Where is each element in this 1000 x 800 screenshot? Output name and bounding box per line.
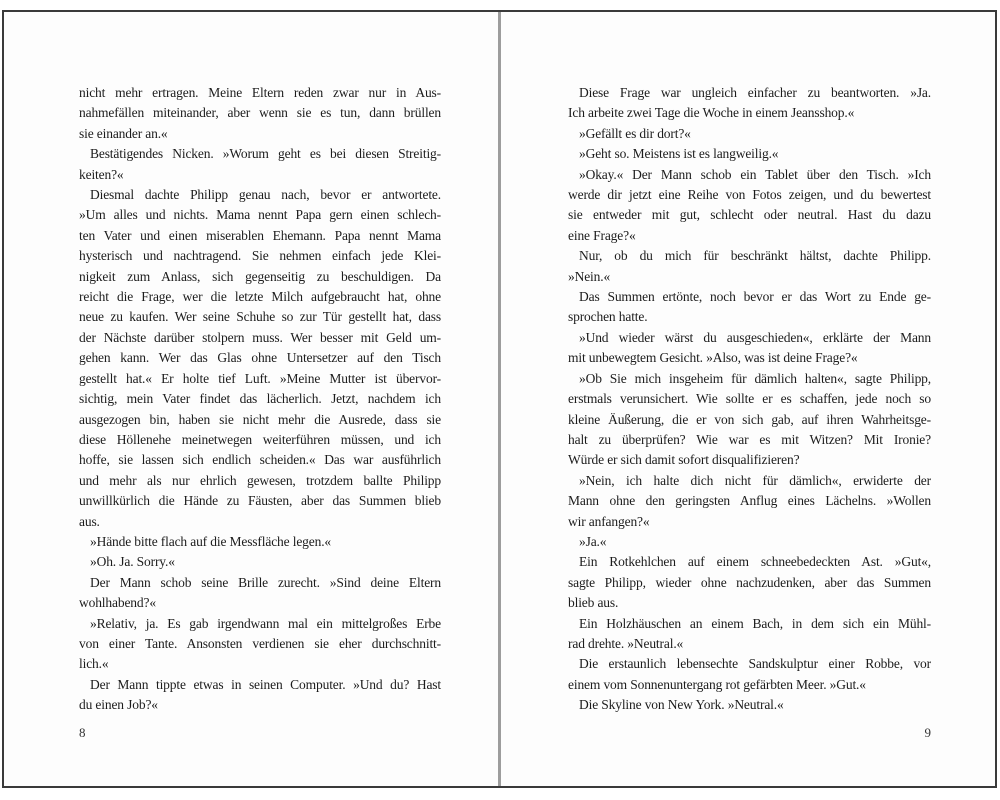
text-line: Bestätigendes Nicken. »Worum geht es bei diesen Streitig- xyxy=(90,146,441,162)
text-line: mit unbewegtem Gesicht. »Also, was ist deine Frage?« xyxy=(568,350,858,366)
text-line: gehen kann. Wer das Glas ohne Untersetzer auf den Tisch xyxy=(79,350,441,366)
text-line: erstmals verunsichert. Wie sollte er es schaffen, jede noch so xyxy=(568,391,931,407)
text-line: Ein Holzhäuschen an einem Bach, in dem sich ein Mühl- xyxy=(579,615,931,631)
text-line: »Relativ, ja. Es gab irgendwann mal ein mittelgroßes Erbe xyxy=(90,615,441,631)
text-line: Mann ohne den geringsten Anflug eines Lächelns. »Wollen xyxy=(568,493,931,509)
text-line: reicht die Frage, wer die letzte Milch aufgebraucht hat, ohne xyxy=(79,289,441,305)
text-line: Ein Rotkehlchen auf einem schneebedeckten Ast. »Gut«, xyxy=(579,554,931,570)
text-line: »Oh. Ja. Sorry.« xyxy=(90,554,175,570)
text-line: aus. xyxy=(79,513,100,529)
page-right[interactable] xyxy=(505,24,999,773)
text-line: lich.« xyxy=(79,656,109,672)
page-number-left: 8 xyxy=(79,725,86,740)
text-line: sprochen hatte. xyxy=(568,309,648,325)
text-line: hysterisch und nachtragend. Sie nehmen einfach jede Klei- xyxy=(79,248,441,264)
page-left-text xyxy=(79,83,441,716)
text-line: »Und wieder wärst du ausgeschieden«, erklärte der Mann xyxy=(579,329,931,345)
text-line: »Gefällt es dir dort?« xyxy=(579,125,691,141)
text-line: wir anfangen?« xyxy=(568,513,650,529)
text-line: »Okay.« Der Mann schob ein Tablet über den Tisch. »Ich xyxy=(579,166,931,182)
text-line: »Nein, ich halte dich nicht für dämlich«, erwiderte der xyxy=(579,472,931,488)
page-left[interactable] xyxy=(8,24,502,773)
text-line: und mehr als nur ehrlich gewesen, trotzdem ballte Philipp xyxy=(79,472,441,488)
text-line: »Ja.« xyxy=(579,533,607,549)
text-line: Diese Frage war ungleich einfacher zu beantworten. »Ja. xyxy=(579,85,931,100)
text-line: neue zu kaufen. Wer seine Schuhe so zur Tür gestellt hat, dass xyxy=(79,309,441,325)
text-line: Nur, ob du mich für beschränkt hältst, dachte Philipp. xyxy=(579,248,931,264)
text-line: ausgezogen bin, haben sie nicht mehr die Ausrede, dass sie xyxy=(79,411,441,427)
text-line: nicht mehr ertragen. Meine Eltern reden zwar nur in Aus- xyxy=(79,85,441,100)
text-line: »Hände bitte flach auf die Messfläche legen.« xyxy=(90,533,332,549)
text-line: du einen Job?« xyxy=(79,697,158,713)
text-line: »Geht so. Meistens ist es langweilig.« xyxy=(579,146,779,162)
text-line: »Ob Sie mich insgeheim für dämlich halten«, sagte Philipp, xyxy=(579,370,931,386)
text-line: Würde er sich damit sofort disqualifizieren? xyxy=(568,452,800,468)
text-line: hoffe, sie lassen sich endlich scheiden.« Das war ausführlich xyxy=(79,452,441,468)
text-line: halt zu überprüfen? Wie war es mit Witzen? Mit Ironie? xyxy=(568,431,931,447)
text-line: sie entweder mit gut, schlecht oder neutral. Hast du dazu xyxy=(568,207,931,223)
text-line: der Nächste darüber stolpern muss. Wer besser mit Geld um- xyxy=(79,329,441,345)
text-line: nigkeit zum Anlass, sich gegenseitig zu beschuldigen. Da xyxy=(79,268,441,284)
page-right-text xyxy=(568,83,931,716)
text-line: gestellt hat.« Er holte tief Luft. »Meine Mutter ist übervor- xyxy=(79,370,441,386)
text-line: von einer Tante. Ansonsten verdienen sie eher durchschnitt- xyxy=(79,635,441,651)
text-line: einem vom Sonnenuntergang rot gefärbten Meer. »Gut.« xyxy=(568,676,866,692)
page-divider xyxy=(498,12,501,786)
text-line: Ich arbeite zwei Tage die Woche in einem Jeansshop.« xyxy=(568,105,855,121)
text-line: Das Summen ertönte, noch bevor er das Wort zu Ende ge- xyxy=(579,289,931,305)
text-line: blieb aus. xyxy=(568,595,619,611)
text-line: eine Frage?« xyxy=(568,227,636,243)
text-line: sie einander an.« xyxy=(79,125,168,141)
text-line: Der Mann schob seine Brille zurecht. »Sind deine Eltern xyxy=(90,574,441,590)
text-line: unwillkürlich die Hände zu Fäusten, aber das Summen blieb xyxy=(79,493,441,509)
text-line: keiten?« xyxy=(79,166,124,182)
page-number-right: 9 xyxy=(924,725,931,740)
text-line: wohlhabend?« xyxy=(79,595,156,611)
text-line: nahmefällen miteinander, aber wenn sie es tun, dann brüllen xyxy=(79,105,441,121)
text-line: Der Mann tippte etwas in seinen Computer. »Und du? Hast xyxy=(90,676,441,692)
text-line: diese Höllenehe meinetwegen weiterführen müssen, und ich xyxy=(79,431,441,447)
text-line: sichtig, mein Vater findet das lächerlich. Jetzt, nachdem ich xyxy=(79,391,441,407)
text-line: Die Skyline von New York. »Neutral.« xyxy=(579,697,784,713)
text-line: ten Vater und einen miserablen Ehemann. Papa nennt Mama xyxy=(79,227,441,243)
text-line: werde dir jetzt eine Reihe von Fotos zeigen, und du bewertest xyxy=(568,187,931,203)
text-line: »Nein.« xyxy=(568,268,611,284)
text-line: kleine Äußerung, die er von sich gab, auf ihren Wahrheitsge- xyxy=(568,411,931,427)
text-line: Die erstaunlich lebensechte Sandskulptur einer Robbe, vor xyxy=(579,656,931,672)
text-line: rad drehte. »Neutral.« xyxy=(568,635,684,651)
text-line: sagte Philipp, wieder ohne nachzudenken, aber das Summen xyxy=(568,574,931,590)
text-line: »Um alles und nichts. Mama nennt Papa gern einen schlech- xyxy=(79,207,441,223)
text-line: Diesmal dachte Philipp genau nach, bevor er antwortete. xyxy=(90,187,441,203)
